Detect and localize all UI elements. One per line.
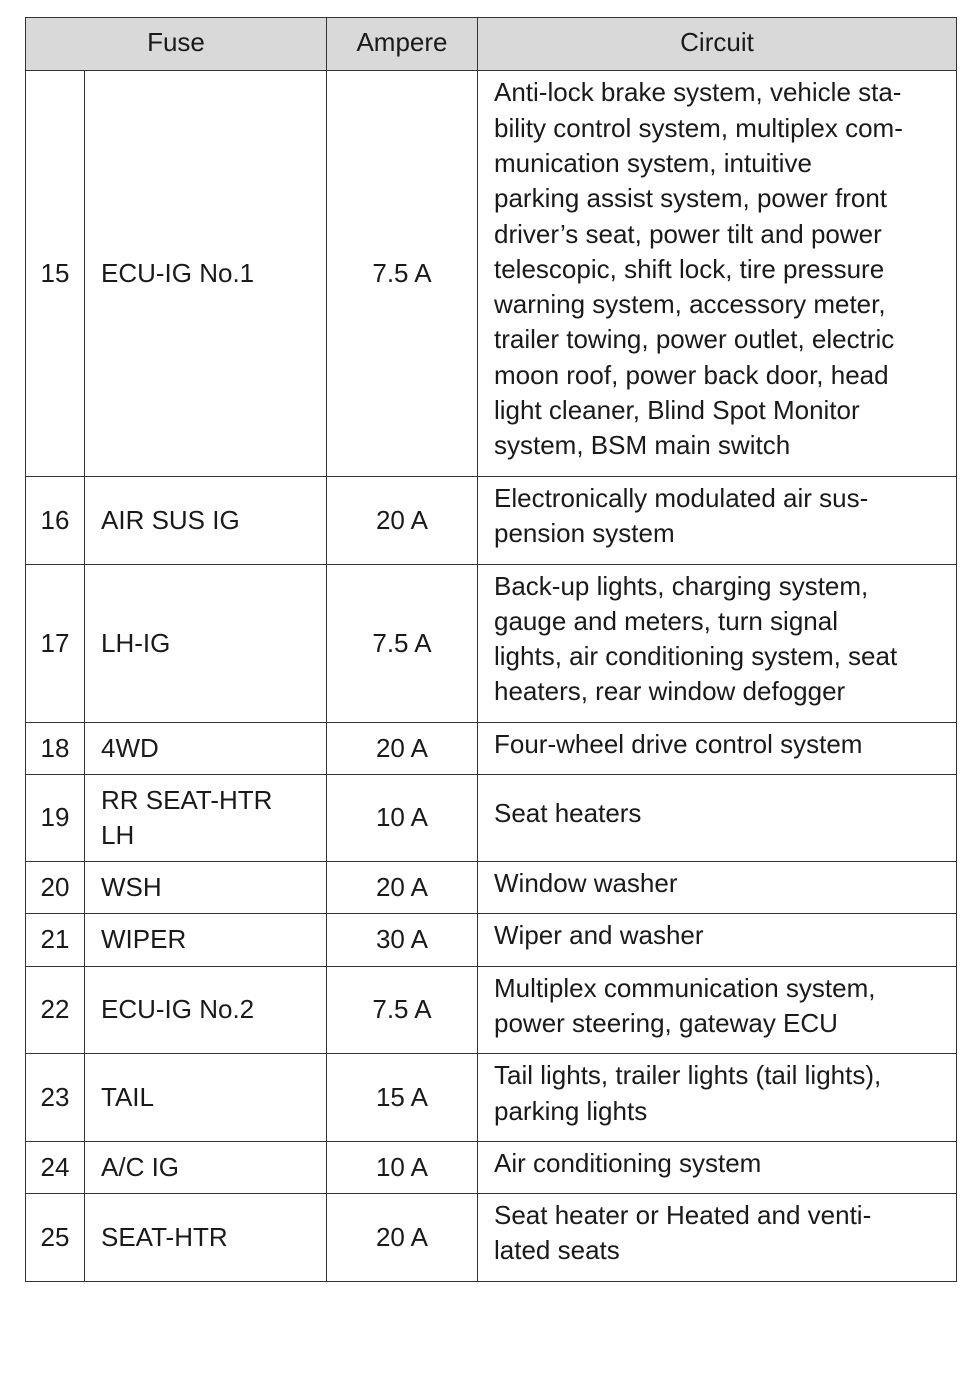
- fuse-number: 21: [26, 914, 85, 966]
- table-body: [26, 71, 957, 1282]
- table-row: [26, 1194, 957, 1282]
- fuse-circuit: Tail lights, trailer lights (tail lights), parking lights: [478, 1054, 957, 1142]
- fuse-ampere: 15 A: [327, 1054, 478, 1142]
- fuse-circuit: Anti-lock brake system, vehicle sta- bility control system, multiplex com- munication system, intuitive parking assist system, power front driver’s seat, power tilt and power telescopic, shift lock, tire pressure warning system, accessory meter, trailer towing, power outlet, electric moon roof, power back door, head light cleaner, Blind Spot Monitor system, BSM main switch: [478, 71, 957, 477]
- fuse-ampere: 20 A: [327, 722, 478, 774]
- fuse-ampere: 7.5 A: [327, 71, 478, 477]
- table-row: [26, 1141, 957, 1193]
- fuse-name: SEAT-HTR: [85, 1194, 327, 1282]
- fuse-ampere: 20 A: [327, 1194, 478, 1282]
- table-row: [26, 722, 957, 774]
- fuse-name: RR SEAT-HTR LH: [85, 775, 327, 862]
- table-row: [26, 775, 957, 862]
- fuse-number: 20: [26, 862, 85, 914]
- fuse-circuit: Window washer: [478, 862, 957, 914]
- header-circuit: Circuit: [478, 18, 957, 71]
- fuse-table: [25, 17, 957, 1282]
- fuse-name: WSH: [85, 862, 327, 914]
- fuse-number: 23: [26, 1054, 85, 1142]
- fuse-ampere: 10 A: [327, 775, 478, 862]
- fuse-number: 19: [26, 775, 85, 862]
- fuse-name: 4WD: [85, 722, 327, 774]
- fuse-number: 24: [26, 1141, 85, 1193]
- fuse-number: 15: [26, 71, 85, 477]
- table-row: [26, 477, 957, 565]
- fuse-name: ECU-IG No.2: [85, 966, 327, 1054]
- fuse-number: 17: [26, 564, 85, 722]
- fuse-ampere: 7.5 A: [327, 966, 478, 1054]
- fuse-ampere: 7.5 A: [327, 564, 478, 722]
- fuse-circuit: Four-wheel drive control system: [478, 722, 957, 774]
- fuse-circuit: Multiplex communication system, power steering, gateway ECU: [478, 966, 957, 1054]
- fuse-ampere: 20 A: [327, 477, 478, 565]
- header-row: [26, 18, 957, 71]
- fuse-circuit: Seat heaters: [478, 775, 957, 862]
- fuse-name: AIR SUS IG: [85, 477, 327, 565]
- fuse-number: 18: [26, 722, 85, 774]
- fuse-ampere: 10 A: [327, 1141, 478, 1193]
- fuse-number: 22: [26, 966, 85, 1054]
- fuse-ampere: 30 A: [327, 914, 478, 966]
- fuse-ampere: 20 A: [327, 862, 478, 914]
- table-row: [26, 1054, 957, 1142]
- header-ampere: Ampere: [327, 18, 478, 71]
- fuse-name: LH-IG: [85, 564, 327, 722]
- header-fuse: Fuse: [26, 18, 327, 71]
- table-row: [26, 862, 957, 914]
- fuse-circuit: Back-up lights, charging system, gauge and meters, turn signal lights, air conditioning system, seat heaters, rear window defogger: [478, 564, 957, 722]
- fuse-name: ECU-IG No.1: [85, 71, 327, 477]
- table-row: [26, 966, 957, 1054]
- fuse-name: A/C IG: [85, 1141, 327, 1193]
- fuse-circuit: Electronically modulated air sus- pension system: [478, 477, 957, 565]
- fuse-number: 16: [26, 477, 85, 565]
- fuse-circuit: Air conditioning system: [478, 1141, 957, 1193]
- table-row: [26, 914, 957, 966]
- fuse-name: WIPER: [85, 914, 327, 966]
- table-row: [26, 564, 957, 722]
- table-row: [26, 71, 957, 477]
- fuse-circuit: Wiper and washer: [478, 914, 957, 966]
- fuse-name: TAIL: [85, 1054, 327, 1142]
- fuse-number: 25: [26, 1194, 85, 1282]
- fuse-circuit: Seat heater or Heated and venti- lated seats: [478, 1194, 957, 1282]
